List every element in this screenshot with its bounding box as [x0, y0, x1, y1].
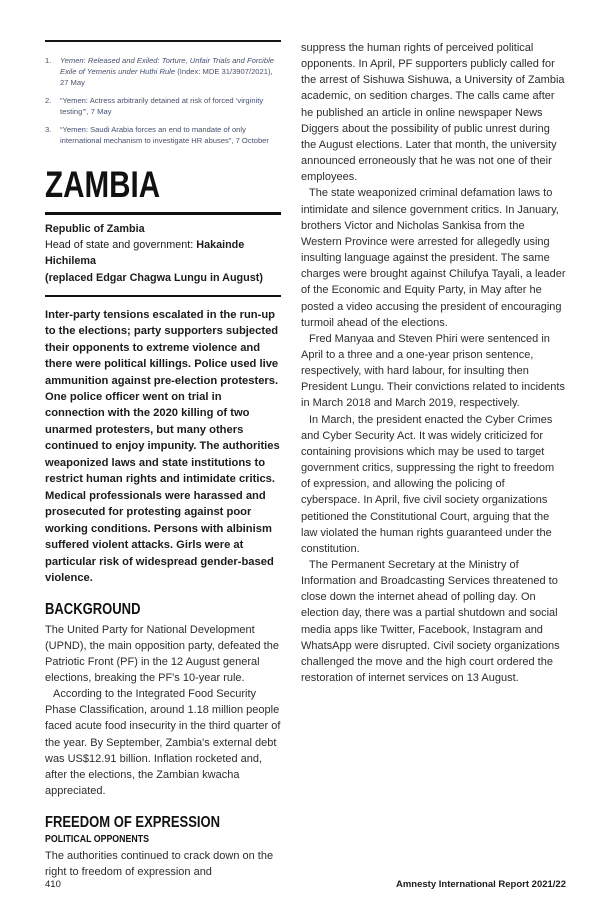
footnote-text [60, 124, 281, 146]
head-of-state-label: Head of state and government: [45, 239, 197, 252]
section-heading-freedom-of-expression: FREEDOM OF EXPRESSION [45, 814, 221, 832]
footnote-list [45, 55, 281, 146]
footnote-number: 2. [45, 96, 52, 105]
head-of-state-line [45, 237, 281, 269]
background-paragraph-2: According to the Integrated Food Security Phase Classification, around 1.18 million people faced acute food insecurity in the third quarter of the year. By September, Zambia's external debt was US$12.91 billion. Inflation rocketed and, after the elections, the Zambian kwacha appreciated. [45, 688, 281, 798]
country-summary-paragraph: Inter-party tensions escalated in the run-up to the elections; party supporters subjected their opponents to extreme violence and there were political killings. Police used live ammunition against pre-election protesters. One police officer went on trial in connection with the 2020 killing of two unarmed protesters, but many others continued to enjoy impunity. The authorities weaponized laws and state institutions to restrict human rights and intimidate critics. Medical professionals were harassed and prosecuted for protesting against poor working conditions. Persons with albinism suffered violent attacks. Girls were at particular risk of widespread gender-based violence. [45, 308, 280, 584]
right-paragraph-4: In March, the president enacted the Cyber Crimes and Cyber Security Act. It was widely criticized for containing provisions which may be used to target government critics, suppressing the right to freedom of expression, and allowing the policing of cyberspace. In April, five civil society organizations petitioned the Constitutional Court, arguing that the law violated the human rights guaranteed under the constitution. [301, 413, 555, 555]
state-name: Republic of Zambia [45, 223, 145, 235]
footnote-rest: (Index: MDE 31/3907/2021), 27 May [60, 67, 273, 87]
subsection-heading-political-opponents: POLITICAL OPPONENTS [45, 834, 149, 846]
footnote-text [60, 95, 281, 117]
background-paragraph-1: The United Party for National Development (UPND), the main opposition party, defeated the Patriotic Front (PF) in the 12 August general elections, breaking the PF's 10-year rule. [45, 623, 279, 684]
footnote-divider-rule [45, 40, 281, 42]
footnote-rest: “Yemen: Saudi Arabia forces an end to mandate of only international mechanism to investigate HR abuses”, 7 October [60, 125, 269, 145]
section-heading-background: BACKGROUND [45, 601, 141, 619]
page-footer [45, 879, 566, 890]
footnote-item [45, 95, 281, 117]
right-column [301, 0, 566, 881]
footnote-title-italic: Yemen: Released and Exiled: Torture, Unfair Trials and Forcible Exile of Yemenis under Huthi Rule [60, 56, 274, 76]
left-column [45, 0, 281, 881]
page-number: 410 [45, 879, 61, 890]
footnote-rest: “Yemen: Actress arbitrarily detained at risk of forced ‘virginity testing’”, 7 May [60, 96, 264, 116]
head-of-state-note: (replaced Edgar Chagwa Lungu in August) [45, 271, 263, 284]
footnote-text [60, 55, 281, 88]
right-paragraph-2: The state weaponized criminal defamation laws to intimidate and silence government critics. In January, brothers Victor and Nicholas Sankisa from the Western Province were arrested for allegedly using insulting language against the president. The same charges were brought against Chilufya Tayali, a leader of the Economic and Equity Party, in May after he posted a video accusing the president of encouraging turmoil ahead of the elections. [301, 187, 566, 329]
freedom-of-expression-paragraph-1: The authorities continued to crack down on the right to freedom of expression and [45, 850, 274, 879]
footnote-number: 3. [45, 125, 52, 134]
right-paragraph-5: The Permanent Secretary at the Ministry of Information and Broadcasting Services threatened to close down the internet ahead of polling day. On election day, there was a partial shutdown and social media apps like Twitter, Facebook, Instagram and WhatsApp were disrupted. Civil society organizations challenged the move and the high court ordered the restoration of internet services on 13 August. [301, 559, 560, 685]
report-title: Amnesty International Report 2021/22 [396, 879, 566, 890]
head-of-state-name: Hakainde Hichilema [45, 239, 245, 268]
country-title: ZAMBIA [45, 164, 161, 205]
footnote-number: 1. [45, 56, 52, 65]
footnote-item [45, 55, 281, 88]
right-paragraph-1: suppress the human rights of perceived political opponents. In April, PF supporters publicly called for the arrest of Sishuwa Sishuwa, a University of Zambia academic, on sedition charges. The calls came after he published an article in online newspaper News Diggers about the possibility of public unrest during the August elections. Later that month, the university announced erroneously that he was not one of their employees. [301, 42, 565, 184]
country-infobox [45, 212, 281, 297]
footnote-item [45, 124, 281, 146]
right-paragraph-3: Fred Manyaa and Steven Phiri were sentenced in April to a three and a one-year prison sentence, respectively, with hard labour, for insulting then President Lungu. Their convictions related to incidents in March 2018 and March 2019, respectively. [301, 332, 565, 410]
